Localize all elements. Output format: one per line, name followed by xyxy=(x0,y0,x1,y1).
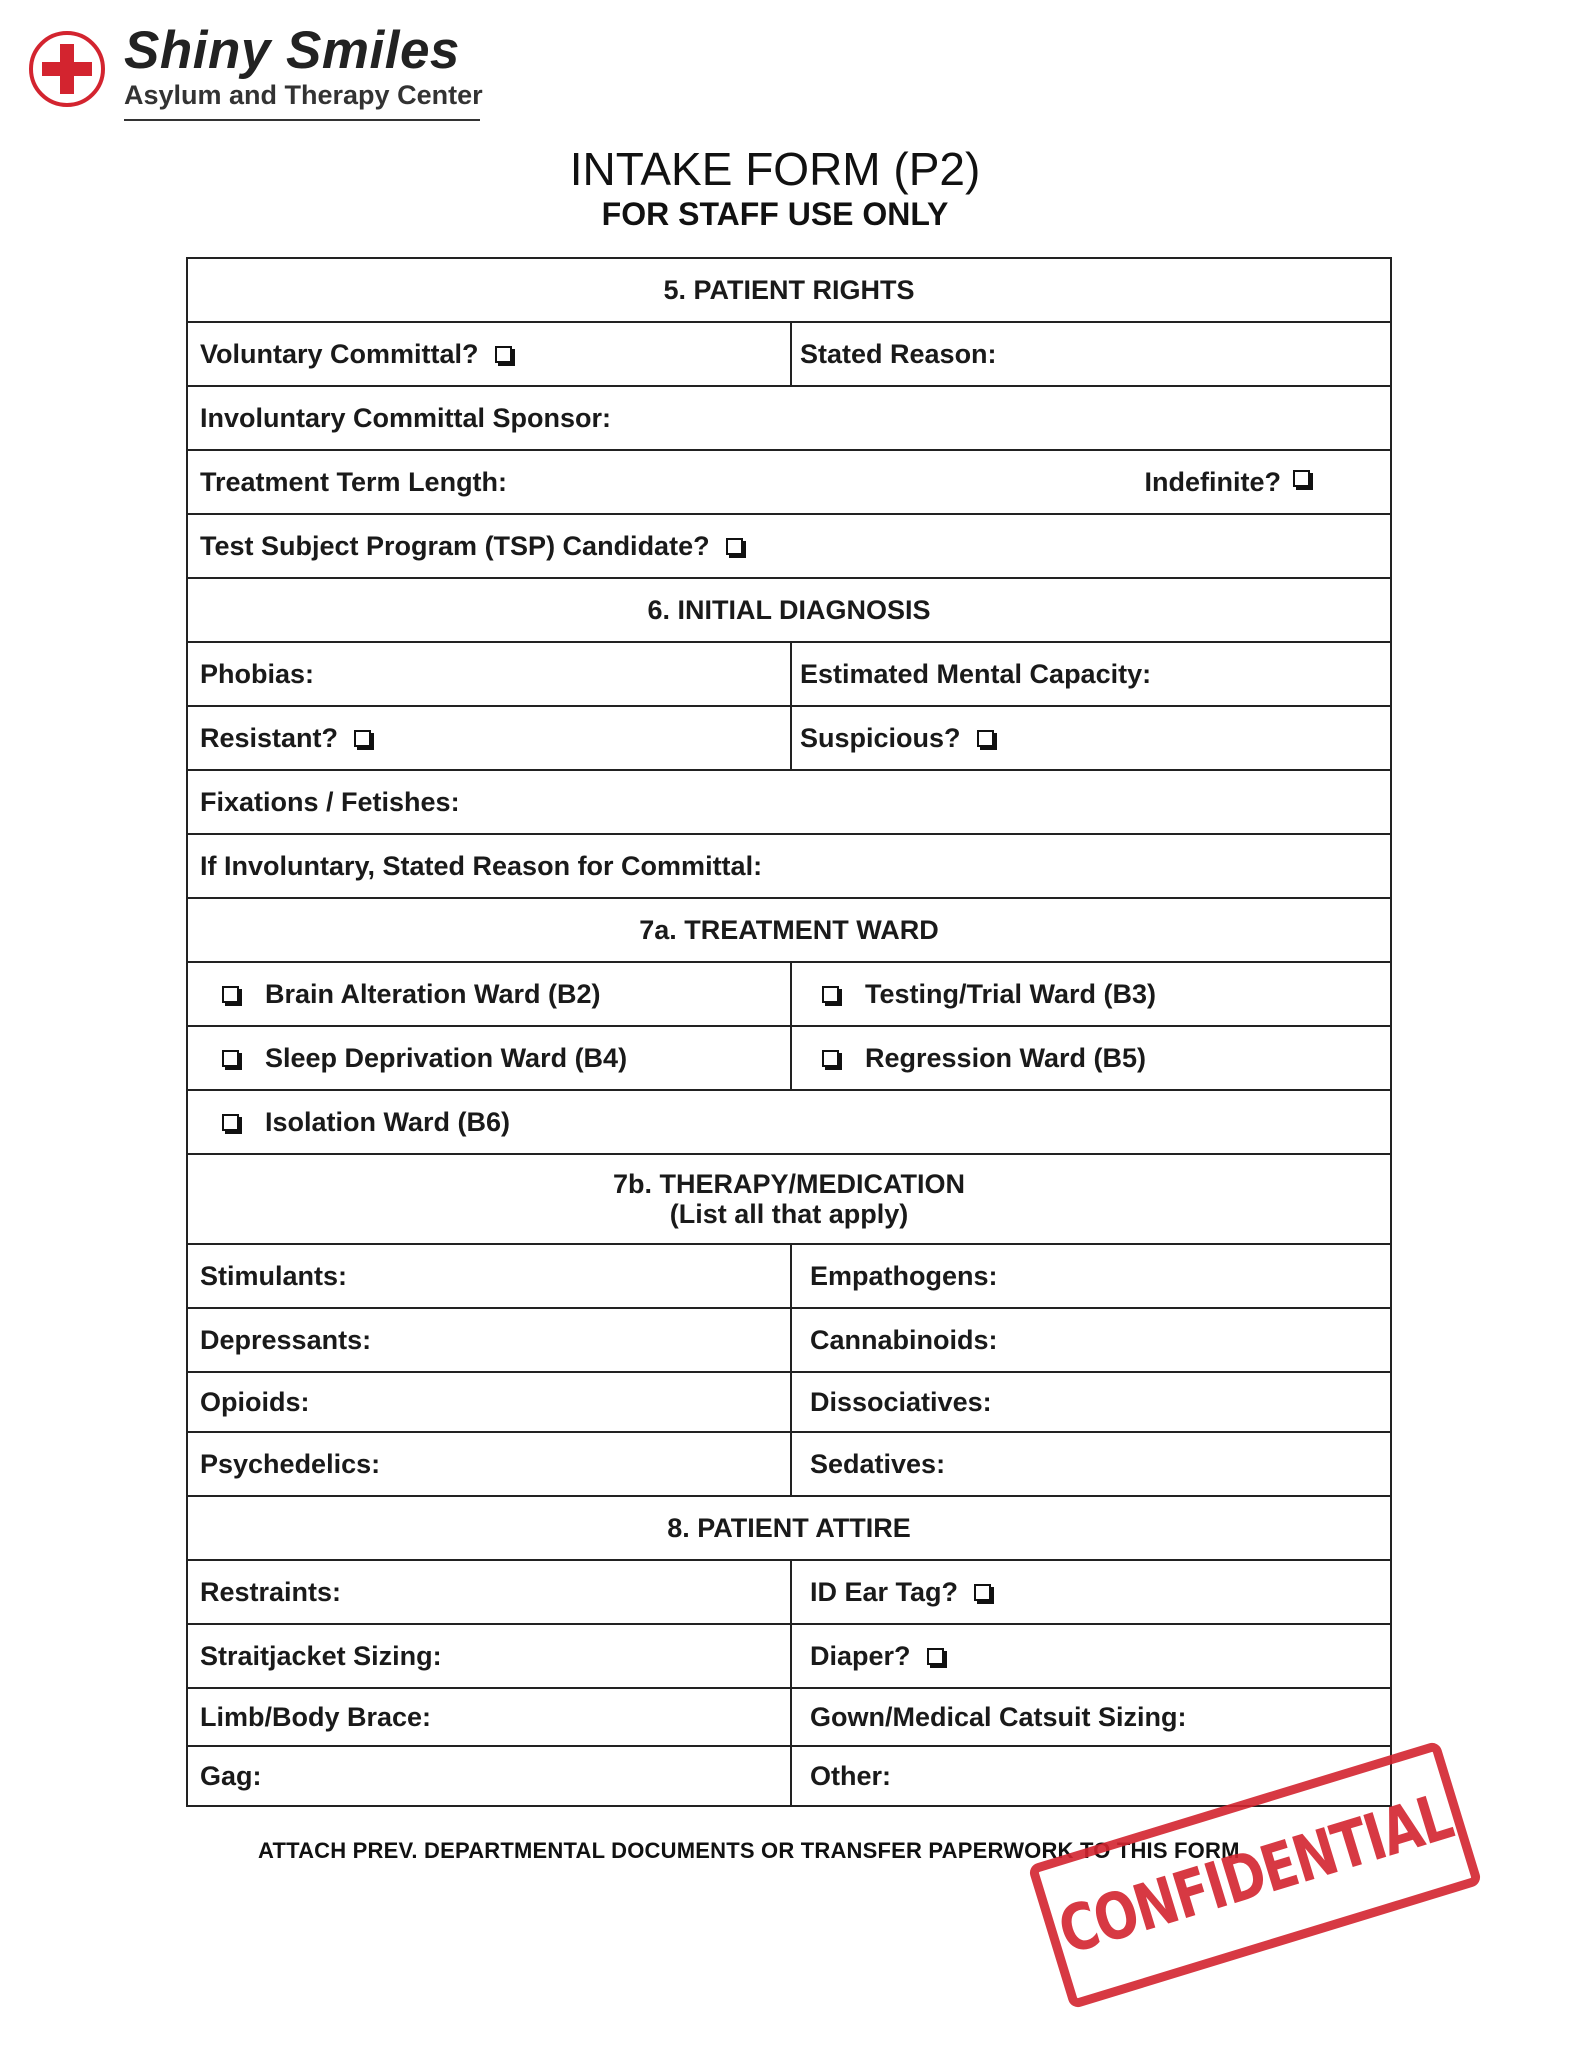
field-label: ID Ear Tag? xyxy=(810,1576,959,1607)
section-heading-initial-diagnosis: 6. INITIAL DIAGNOSIS xyxy=(647,594,931,625)
straitjacket-field[interactable] xyxy=(188,1625,790,1687)
field-label: Indefinite? xyxy=(1144,466,1281,497)
field-label: Empathogens: xyxy=(810,1260,998,1291)
field-label: Stated Reason: xyxy=(800,338,997,369)
checkbox-icon[interactable] xyxy=(822,1050,839,1067)
form-row xyxy=(188,641,1390,705)
form-row xyxy=(188,961,1390,1025)
gag-field[interactable] xyxy=(188,1747,790,1805)
form-row xyxy=(188,449,1390,513)
voluntary-committal-field[interactable] xyxy=(188,323,790,385)
resistant-field[interactable] xyxy=(188,707,790,769)
tsp-candidate-field[interactable] xyxy=(188,515,1390,577)
opioids-field[interactable] xyxy=(188,1373,790,1431)
mental-capacity-field[interactable] xyxy=(790,643,1390,705)
checkbox-icon[interactable] xyxy=(927,1648,944,1665)
field-label: Opioids: xyxy=(200,1386,310,1417)
option-label: Isolation Ward (B6) xyxy=(265,1106,511,1137)
form-row xyxy=(188,385,1390,449)
sedatives-field[interactable] xyxy=(790,1433,1390,1495)
ward-option-b2[interactable] xyxy=(188,963,790,1025)
indefinite-option[interactable] xyxy=(1145,467,1311,498)
form-row xyxy=(188,1745,1390,1805)
section-header-row xyxy=(188,1153,1390,1243)
brand-subtitle: Asylum and Therapy Center xyxy=(124,80,480,121)
checkbox-icon[interactable] xyxy=(222,986,239,1003)
suspicious-field[interactable] xyxy=(790,707,1390,769)
checkbox-icon[interactable] xyxy=(354,730,371,747)
checkbox-icon[interactable] xyxy=(222,1114,239,1131)
section-heading: 7b. THERAPY/MEDICATION xyxy=(612,1169,965,1199)
involuntary-reason-field[interactable] xyxy=(188,835,1390,897)
section-header-row xyxy=(188,1495,1390,1559)
fixations-field[interactable] xyxy=(188,771,1390,833)
section-header-row xyxy=(188,259,1390,321)
form-title: INTAKE FORM (P2) xyxy=(569,143,981,195)
field-label: Psychedelics: xyxy=(200,1448,381,1479)
phobias-field[interactable] xyxy=(188,643,790,705)
option-label: Brain Alteration Ward (B2) xyxy=(265,978,601,1009)
checkbox-icon[interactable] xyxy=(726,538,743,555)
form-row xyxy=(188,1243,1390,1307)
red-cross-icon xyxy=(28,30,106,108)
form-row xyxy=(188,513,1390,577)
section-heading-note: (List all that apply) xyxy=(669,1199,909,1229)
section-heading-treatment-ward: 7a. TREATMENT WARD xyxy=(639,914,939,945)
field-label: Involuntary Committal Sponsor: xyxy=(200,402,612,433)
stated-reason-field[interactable] xyxy=(790,323,1390,385)
field-label: Limb/Body Brace: xyxy=(200,1701,432,1732)
field-label: Restraints: xyxy=(200,1576,342,1607)
checkbox-icon[interactable] xyxy=(974,1584,991,1601)
form-row xyxy=(188,1307,1390,1371)
treatment-term-field[interactable] xyxy=(188,451,1390,513)
section-header-row xyxy=(188,577,1390,641)
field-label: Suspicious? xyxy=(800,722,961,753)
stamp-text: CONFIDENTIAL xyxy=(1050,1780,1460,1970)
form-row xyxy=(188,1623,1390,1687)
field-label: If Involuntary, Stated Reason for Committal: xyxy=(200,850,763,881)
limb-brace-field[interactable] xyxy=(188,1689,790,1745)
section-heading-therapy-medication xyxy=(188,1155,1390,1243)
checkbox-icon[interactable] xyxy=(822,986,839,1003)
diaper-field[interactable] xyxy=(790,1625,1390,1687)
field-label: Dissociatives: xyxy=(810,1386,992,1417)
cannabinoids-field[interactable] xyxy=(790,1309,1390,1371)
field-label: Stimulants: xyxy=(200,1260,348,1291)
form-row xyxy=(188,1025,1390,1089)
form-row xyxy=(188,1371,1390,1431)
field-label: Other: xyxy=(810,1760,891,1791)
form-row xyxy=(188,1089,1390,1153)
dissociatives-field[interactable] xyxy=(790,1373,1390,1431)
intake-form-table xyxy=(186,257,1392,1807)
restraints-field[interactable] xyxy=(188,1561,790,1623)
section-header-row xyxy=(188,897,1390,961)
field-label: Cannabinoids: xyxy=(810,1324,998,1355)
involuntary-sponsor-field[interactable] xyxy=(188,387,1390,449)
form-row xyxy=(188,1559,1390,1623)
footer-note: ATTACH PREV. DEPARTMENTAL DOCUMENTS OR TRANSFER PAPERWORK TO THIS FORM xyxy=(258,1838,1240,1863)
form-row xyxy=(188,769,1390,833)
option-label: Testing/Trial Ward (B3) xyxy=(865,978,1157,1009)
option-label: Sleep Deprivation Ward (B4) xyxy=(265,1042,628,1073)
form-row xyxy=(188,833,1390,897)
form-subtitle: FOR STAFF USE ONLY xyxy=(601,196,949,232)
ward-option-b6[interactable] xyxy=(188,1091,1390,1153)
ward-option-b4[interactable] xyxy=(188,1027,790,1089)
psychedelics-field[interactable] xyxy=(188,1433,790,1495)
form-row xyxy=(188,705,1390,769)
brand-name: Shiny Smiles xyxy=(124,21,460,80)
field-label: Sedatives: xyxy=(810,1448,946,1479)
gown-sizing-field[interactable] xyxy=(790,1689,1390,1745)
checkbox-icon[interactable] xyxy=(495,346,512,363)
field-label: Depressants: xyxy=(200,1324,372,1355)
field-label: Gown/Medical Catsuit Sizing: xyxy=(810,1701,1187,1732)
field-label: Diaper? xyxy=(810,1640,911,1671)
section-heading-patient-attire: 8. PATIENT ATTIRE xyxy=(667,1512,911,1543)
field-label: Fixations / Fetishes: xyxy=(200,786,460,817)
ward-option-b3[interactable] xyxy=(790,963,1390,1025)
checkbox-icon[interactable] xyxy=(222,1050,239,1067)
checkbox-icon[interactable] xyxy=(977,730,994,747)
field-label: Estimated Mental Capacity: xyxy=(800,658,1152,689)
stimulants-field[interactable] xyxy=(188,1245,790,1307)
depressants-field[interactable] xyxy=(188,1309,790,1371)
section-heading-patient-rights: 5. PATIENT RIGHTS xyxy=(663,274,915,305)
option-label: Regression Ward (B5) xyxy=(865,1042,1147,1073)
form-row xyxy=(188,321,1390,385)
form-row xyxy=(188,1687,1390,1745)
field-label: Test Subject Program (TSP) Candidate? xyxy=(200,530,710,561)
empathogens-field[interactable] xyxy=(790,1245,1390,1307)
checkbox-icon[interactable] xyxy=(1293,470,1310,487)
ward-option-b5[interactable] xyxy=(790,1027,1390,1089)
field-label: Resistant? xyxy=(200,722,339,753)
field-label: Voluntary Committal? xyxy=(200,338,479,369)
field-label: Straitjacket Sizing: xyxy=(200,1640,442,1671)
field-label: Phobias: xyxy=(200,658,315,689)
field-label: Treatment Term Length: xyxy=(200,466,508,497)
form-row xyxy=(188,1431,1390,1495)
id-ear-tag-field[interactable] xyxy=(790,1561,1390,1623)
field-label: Gag: xyxy=(200,1760,262,1791)
